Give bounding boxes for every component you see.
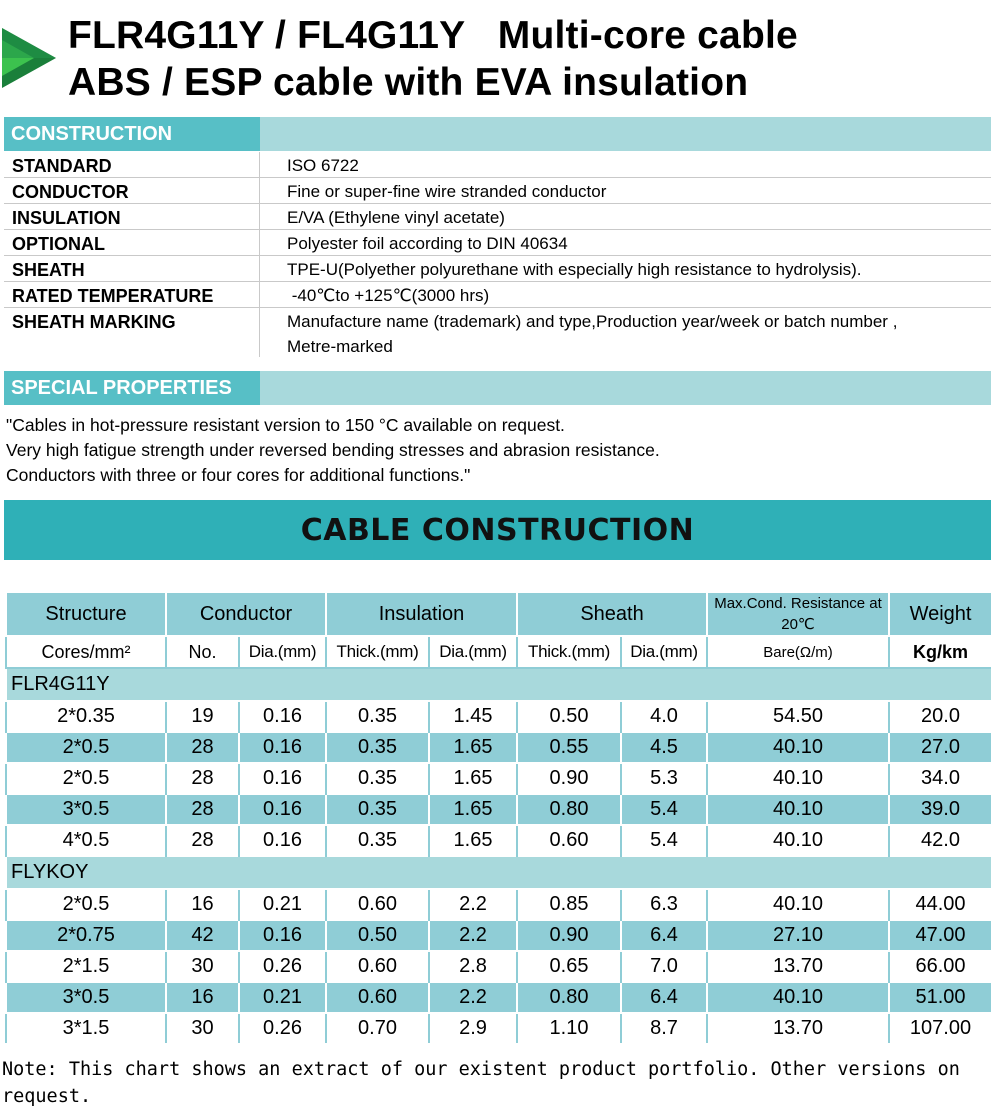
- header-no: No.: [166, 636, 239, 668]
- table-row: [6, 794, 991, 825]
- table-cell: 0.50: [326, 920, 429, 951]
- table-cell: 54.50: [707, 701, 889, 732]
- table-cell: 0.35: [326, 825, 429, 856]
- table-row: [6, 982, 991, 1013]
- construction-row: [4, 204, 991, 230]
- table-cell: 40.10: [707, 825, 889, 856]
- table-cell: 0.60: [326, 951, 429, 982]
- table-cell: 20.0: [889, 701, 991, 732]
- table-header-row-1: [6, 592, 991, 636]
- table-cell: 40.10: [707, 794, 889, 825]
- table-cell: 2.2: [429, 920, 517, 951]
- construction-row: [4, 230, 991, 256]
- construction-row: [4, 308, 991, 357]
- table-cell: 30: [166, 951, 239, 982]
- table-cell: 16: [166, 889, 239, 920]
- table-cell: 16: [166, 982, 239, 1013]
- header-sh-thick: Thick.(mm): [517, 636, 621, 668]
- construction-key: SHEATH MARKING: [12, 312, 176, 332]
- table-cell: 3*0.5: [6, 982, 166, 1013]
- table-cell: 4.0: [621, 701, 707, 732]
- group-row: [6, 856, 991, 889]
- table-cell: 0.21: [239, 982, 326, 1013]
- construction-value-line2: Metre-marked: [287, 337, 393, 356]
- header-structure: Structure: [6, 592, 166, 636]
- special-line: Very high fatigue strength under reversed bending stresses and abrasion resistance.: [6, 440, 660, 460]
- table-cell: 27.10: [707, 920, 889, 951]
- table-cell: 0.16: [239, 920, 326, 951]
- footnote: Note: This chart shows an extract of our existent product portfolio. Other versions on request.: [2, 1059, 960, 1107]
- table-cell: 0.26: [239, 951, 326, 982]
- table-cell: 30: [166, 1013, 239, 1043]
- table-cell: 1.65: [429, 825, 517, 856]
- special-line: "Cables in hot-pressure resistant version to 150 °C available on request.: [6, 415, 565, 435]
- table-cell: 51.00: [889, 982, 991, 1013]
- page-title-line2: ABS / ESP cable with EVA insulation: [68, 61, 749, 104]
- table-cell: 0.16: [239, 701, 326, 732]
- construction-value-line1: Manufacture name (trademark) and type,Production year/week or batch number ,: [287, 312, 898, 331]
- table-cell: 0.80: [517, 794, 621, 825]
- table-row: [6, 763, 991, 794]
- table-cell: 3*1.5: [6, 1013, 166, 1043]
- header-kgkm: Kg/km: [889, 636, 991, 668]
- construction-key: INSULATION: [12, 208, 121, 228]
- table-cell: 0.35: [326, 763, 429, 794]
- cable-construction-banner: CABLE CONSTRUCTION: [4, 500, 991, 560]
- table-cell: 0.60: [326, 889, 429, 920]
- table-cell: 2*0.35: [6, 701, 166, 732]
- special-properties-text: [6, 413, 660, 488]
- group-name: FLR4G11Y: [6, 668, 991, 701]
- construction-value: -40℃to +125℃(3000 hrs): [259, 282, 489, 307]
- construction-value: Polyester foil according to DIN 40634: [259, 230, 568, 255]
- table-cell: 7.0: [621, 951, 707, 982]
- construction-value: Fine or super-fine wire stranded conductor: [259, 178, 606, 203]
- table-cell: 0.35: [326, 701, 429, 732]
- table-row: [6, 951, 991, 982]
- table-cell: 0.35: [326, 732, 429, 763]
- header-cores: Cores/mm²: [6, 636, 166, 668]
- table-cell: 3*0.5: [6, 794, 166, 825]
- table-cell: 28: [166, 732, 239, 763]
- header-bare: Bare(Ω/m): [707, 636, 889, 668]
- construction-value: TPE-U(Polyether polyurethane with especially high resistance to hydrolysis).: [259, 256, 861, 281]
- arrow-logo-icon: [2, 28, 56, 88]
- construction-value: [259, 308, 897, 357]
- table-cell: 40.10: [707, 889, 889, 920]
- special-line: Conductors with three or four cores for additional functions.": [6, 465, 471, 485]
- table-cell: 66.00: [889, 951, 991, 982]
- table-cell: 0.35: [326, 794, 429, 825]
- construction-row: [4, 152, 991, 178]
- header-resistance: Max.Cond. Resistance at 20℃: [707, 592, 889, 636]
- table-cell: 13.70: [707, 1013, 889, 1043]
- construction-value: ISO 6722: [259, 152, 359, 177]
- table-cell: 5.4: [621, 825, 707, 856]
- header-weight: Weight: [889, 592, 991, 636]
- special-section-bar: [4, 371, 991, 405]
- table-row: [6, 889, 991, 920]
- page-title-line1: FLR4G11Y / FL4G11Y Multi-core cable: [68, 14, 798, 57]
- table-cell: 4.5: [621, 732, 707, 763]
- header-cond-dia: Dia.(mm): [239, 636, 326, 668]
- table-cell: 13.70: [707, 951, 889, 982]
- table-cell: 4*0.5: [6, 825, 166, 856]
- table-cell: 5.3: [621, 763, 707, 794]
- table-cell: 28: [166, 794, 239, 825]
- table-cell: 1.45: [429, 701, 517, 732]
- table-cell: 0.21: [239, 889, 326, 920]
- group-row: [6, 668, 991, 701]
- table-cell: 0.80: [517, 982, 621, 1013]
- construction-list: [4, 152, 991, 357]
- table-cell: 39.0: [889, 794, 991, 825]
- construction-row: [4, 282, 991, 308]
- header-sheath: Sheath: [517, 592, 707, 636]
- table-cell: 6.3: [621, 889, 707, 920]
- page-header: [0, 0, 991, 110]
- table-row: [6, 920, 991, 951]
- table-cell: 2.9: [429, 1013, 517, 1043]
- construction-key: CONDUCTOR: [12, 182, 129, 202]
- table-cell: 2.2: [429, 889, 517, 920]
- table-cell: 40.10: [707, 763, 889, 794]
- table-cell: 0.60: [326, 982, 429, 1013]
- table-cell: 28: [166, 763, 239, 794]
- table-cell: 0.50: [517, 701, 621, 732]
- table-cell: 0.90: [517, 920, 621, 951]
- table-header-row-2: [6, 636, 991, 668]
- header-ins-dia: Dia.(mm): [429, 636, 517, 668]
- header-insulation: Insulation: [326, 592, 517, 636]
- table-cell: 0.60: [517, 825, 621, 856]
- table-cell: 8.7: [621, 1013, 707, 1043]
- construction-section-label: CONSTRUCTION: [4, 117, 260, 151]
- construction-value: E/VA (Ethylene vinyl acetate): [259, 204, 505, 229]
- construction-key: OPTIONAL: [12, 234, 105, 254]
- table-cell: 47.00: [889, 920, 991, 951]
- table-cell: 42: [166, 920, 239, 951]
- table-row: [6, 825, 991, 856]
- table-cell: 40.10: [707, 732, 889, 763]
- table-cell: 0.16: [239, 763, 326, 794]
- table-cell: 34.0: [889, 763, 991, 794]
- table-cell: 1.65: [429, 794, 517, 825]
- table-cell: 1.10: [517, 1013, 621, 1043]
- table-cell: 1.65: [429, 763, 517, 794]
- table-cell: 2*0.5: [6, 763, 166, 794]
- table-cell: 2*0.75: [6, 920, 166, 951]
- table-cell: 2.2: [429, 982, 517, 1013]
- table-cell: 28: [166, 825, 239, 856]
- construction-key: RATED TEMPERATURE: [12, 286, 214, 306]
- table-row: [6, 1013, 991, 1043]
- construction-row: [4, 256, 991, 282]
- header-sh-dia: Dia.(mm): [621, 636, 707, 668]
- table-cell: 19: [166, 701, 239, 732]
- table-row: [6, 701, 991, 732]
- construction-section-bar: [4, 117, 991, 151]
- table-cell: 42.0: [889, 825, 991, 856]
- table-cell: 27.0: [889, 732, 991, 763]
- construction-key: STANDARD: [12, 156, 112, 176]
- table-cell: 44.00: [889, 889, 991, 920]
- special-section-label: SPECIAL PROPERTIES: [4, 371, 260, 405]
- group-name: FLYKOY: [6, 856, 991, 889]
- table-cell: 0.55: [517, 732, 621, 763]
- table-cell: 2*0.5: [6, 889, 166, 920]
- table-cell: 0.26: [239, 1013, 326, 1043]
- table-cell: 0.16: [239, 732, 326, 763]
- table-cell: 0.16: [239, 794, 326, 825]
- table-cell: 0.85: [517, 889, 621, 920]
- table-cell: 2.8: [429, 951, 517, 982]
- table-cell: 6.4: [621, 982, 707, 1013]
- table-cell: 6.4: [621, 920, 707, 951]
- table-cell: 2*1.5: [6, 951, 166, 982]
- table-cell: 2*0.5: [6, 732, 166, 763]
- table-cell: 40.10: [707, 982, 889, 1013]
- table-cell: 1.65: [429, 732, 517, 763]
- table-cell: 0.65: [517, 951, 621, 982]
- table-cell: 107.00: [889, 1013, 991, 1043]
- construction-row: [4, 178, 991, 204]
- cable-construction-table: [5, 591, 991, 1043]
- table-row: [6, 732, 991, 763]
- construction-key: SHEATH: [12, 260, 85, 280]
- table-cell: 5.4: [621, 794, 707, 825]
- table-cell: 0.70: [326, 1013, 429, 1043]
- header-conductor: Conductor: [166, 592, 326, 636]
- table-cell: 0.90: [517, 763, 621, 794]
- table-cell: 0.16: [239, 825, 326, 856]
- header-ins-thick: Thick.(mm): [326, 636, 429, 668]
